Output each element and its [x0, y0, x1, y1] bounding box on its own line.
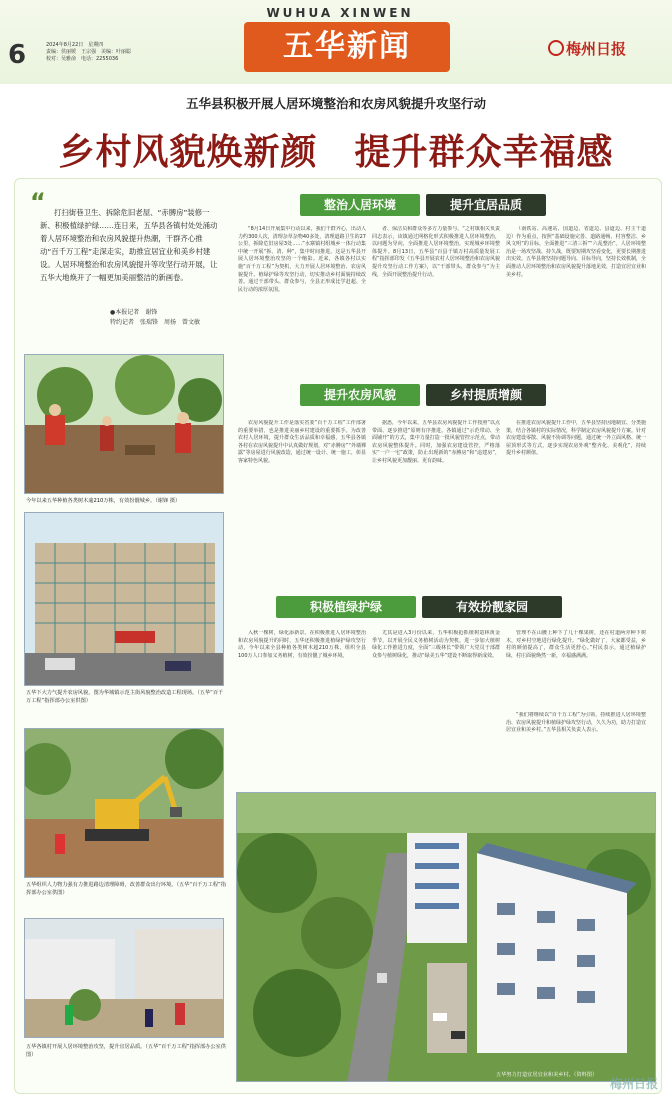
section-2-column-1: 农房风貌提升工作是落实省委“百千万工程”工作部署的重要举措，也是推进美丽乡村建设的重要抓手。为改善农村人居环境，提升群众生活品质和幸福感，五华县各镇各村在农房风貌提升中认真做好规划，对“赤膊房”“外墙裸露”等房屋进行风貌改造，通过统一设计、统一施工，彰显客家特色风貌。: [238, 420, 366, 464]
byline-reporter: ●本报记者 谢锋: [110, 309, 158, 316]
photo-aerial-village: [236, 792, 656, 1082]
article-lead: 打扫街巷卫生、拆除危旧老屋、“赤膊房”装修一新、积极植绿护绿……连日来，五华县各镇村处处涌动着人居环境整治和农房风貌提升热潮，干群齐心推动“百千万工程”走深走实，助推宜居宜业和美乡村建设。人居环境整治和农房风貌提升等攻坚行动开展，让五华大地焕开了一幅更加美丽整洁的新画卷。: [40, 208, 218, 282]
proofreader-contact: 校对：吴雅俞 电话：2255036: [46, 56, 119, 62]
photo-caption-3: 五华组织人力物力强有力推进路边清理障碍，改善群众出行环境。（五华“百千万工程”指挥部办公室供图）: [26, 882, 226, 896]
photo-caption-2: 五华下大力气提升农房风貌，图为华城镇示范主街风貌整治改造工程现场。（五华“百千万工程”指挥部办公室供图）: [26, 690, 224, 704]
photo-excavator-clearing: [24, 728, 224, 878]
section-1-title-green: 整治人居环境: [300, 194, 420, 216]
section-1-title-dark: 提升宜居品质: [426, 194, 546, 216]
section-3-title-green: 积极植绿护绿: [276, 596, 416, 618]
issue-date: 2024年8月22日 星期四: [46, 42, 104, 48]
section-1-column-2: 者、保洁员和群众等多方力量参与。“之村镇相关负责同志表示，该镇通过网格化形式积极推进人居环境整治，以问题为导向，全面推进人居环境整治，实现城乡环境整体提升。8月13日，五华县“百县千镇万村高质量发展工程”指挥部印发《五华县开展农村人居环境整治和农房风貌提升攻坚行动工作方案》，以“干部带头、群众参与”为主线，全面开展整治提升行动。: [372, 226, 500, 278]
section-1-column-3: （南铁站、高速站、国道边、省道边、县道边、村主干道边）作为重点，按照“基础设施完善、道路通畅、村容整洁、乡风文明”的目标，全面推进“三清三拆”“六乱整治”。人居环境整治是一场攻坚战、持久战，既要短期攻坚看变化，更要长期推进出实效。五华县将坚持问题导向、目标导向，坚持长效机制，全面推动人居环境整治和农房风貌提升落地见效，打造宜居宜业和美乡村。: [506, 226, 646, 278]
section-2-column-3: 在推进农房风貌提升工作中，五华县坚持因地制宜、分类施策，结合各镇村的实际情况，科学制定农房风貌提升方案。针对农房建设零散、风貌不协调等问题，通过统一外立面风格、统一屋顶形式等方式，逐步实现农房外观“整齐化、美观化”，持续提升乡村颜值。: [506, 420, 646, 457]
newspaper-name: 梅州日报: [566, 40, 627, 58]
page-number: 6: [8, 40, 27, 70]
section-title-banner: 五华新闻: [244, 22, 450, 72]
section-3-column-4: “我们将继续以“百千万工程”为引领，持续推进人居环境整治、农房风貌提升和植绿护绿攻坚行动，久久为功，助力打造宜居宜业和美乡村。”五华县相关负责人表示。: [506, 712, 646, 734]
article-byline: [110, 308, 230, 328]
section-3-title-dark: 有效扮靓家园: [422, 596, 562, 618]
newspaper-watermark: 梅州日报: [609, 1077, 658, 1091]
masthead-meta: [46, 42, 216, 63]
newspaper-logo-icon: [548, 40, 564, 56]
photo-caption-4: 五华各镇村开展人居环境整治攻坚，提升宜居品质。（五华“百千万工程”指挥部办公室供图）: [26, 1044, 226, 1058]
article-headline: 乡村风貌焕新颜 提升群众幸福感: [58, 131, 614, 173]
photo-village-cleanup: [24, 918, 224, 1038]
photo-caption-5: 五华努力打造宜居宜业和美乡村。（资料图）: [496, 1072, 598, 1078]
photo-tree-planting: [24, 354, 224, 494]
article-subtitle: 五华县积极开展人居环境整治和农房风貌提升攻坚行动: [185, 96, 486, 111]
photo-building-renovation: [24, 512, 224, 686]
section-2-title-green: 提升农房风貌: [300, 384, 420, 406]
section-1-column-1: “8月14日开展集中行动以来，我们干群齐心，出动人力约300人次，清理杂草杂物40多处，清理道路卫生的27公里，拆除危旧房屋3处……”水寨镇村组城乡一体行动集中统一开展“拆、清、种”，集中时间推进。这是五华县开展人居环境整治攻坚的一个缩影。近来，各镇各村以实施“百千万工程”为契机，大力开展人居环境整治、农房风貌提升、植绿护绿等攻坚行动，切实推动乡村面貌持续改善。通过干部带头、群众参与，全县正形成比学赶超、全民行动的浓厚氛围。: [238, 226, 366, 293]
section-3-column-3: 管理不在山腰上种下了几十棵果树，还在村道两旁种下树木，对乡村空地进行绿化提升。“绿化做好了，大家都受益，乡村的颜值提高了，群众生活更舒心。”村民表示，通过植绿护绿，村庄面貌焕然一新，幸福感满满。: [506, 630, 646, 659]
quote-icon: “: [30, 188, 46, 216]
section-2-title-dark: 乡村提质增颜: [426, 384, 546, 406]
editor-credits: 责编：侯丽媛 王宗强 美编：叶丽聪: [46, 49, 132, 55]
section-3-column-1: 入秋一棵树，绿化添新景。在积极推进人居环境整治和农房风貌提升的同时，五华还积极推进植绿护绿攻坚行动，今年以来全县种植各类树木超210万株，组织全县100万人口参加义务植树，有效扮靓了城乡环境。: [238, 630, 366, 659]
byline-correspondents: 特约记者 张瑞锋 周扬 曾文敏: [110, 319, 201, 326]
section-2-column-2: 据悉，今年以来，五华县农房风貌提升工作按照“以点带面、逐步推进”原则有序推进。各镇通过“示范带动、全面铺开”的方式，集中力量打造一批风貌管控示范点，带动农房风貌整体提升。同时，加强农房建设管控，严格落实“一户一宅”政策，防止出现新的“赤膊房”和“违建房”，让乡村风貌更加靓丽、更有韵味。: [372, 420, 500, 464]
section-english-name: WUHUA XINWEN: [266, 6, 414, 20]
photo-caption-1: 今年以来五华种植各类树木逾210万株，有效扮靓城乡。（谢锋 摄）: [26, 498, 181, 504]
section-3-column-2: 尤其是进入3月份以来，五华积极抢抓植树造林黄金季节，以开展全民义务植树活动为契机，进一步加大植树绿化工作推进力度，全面“三级林长”带领广大党员干部群众参与植树绿化，推动“绿美五华”建设不断取得新成效。: [372, 630, 500, 659]
